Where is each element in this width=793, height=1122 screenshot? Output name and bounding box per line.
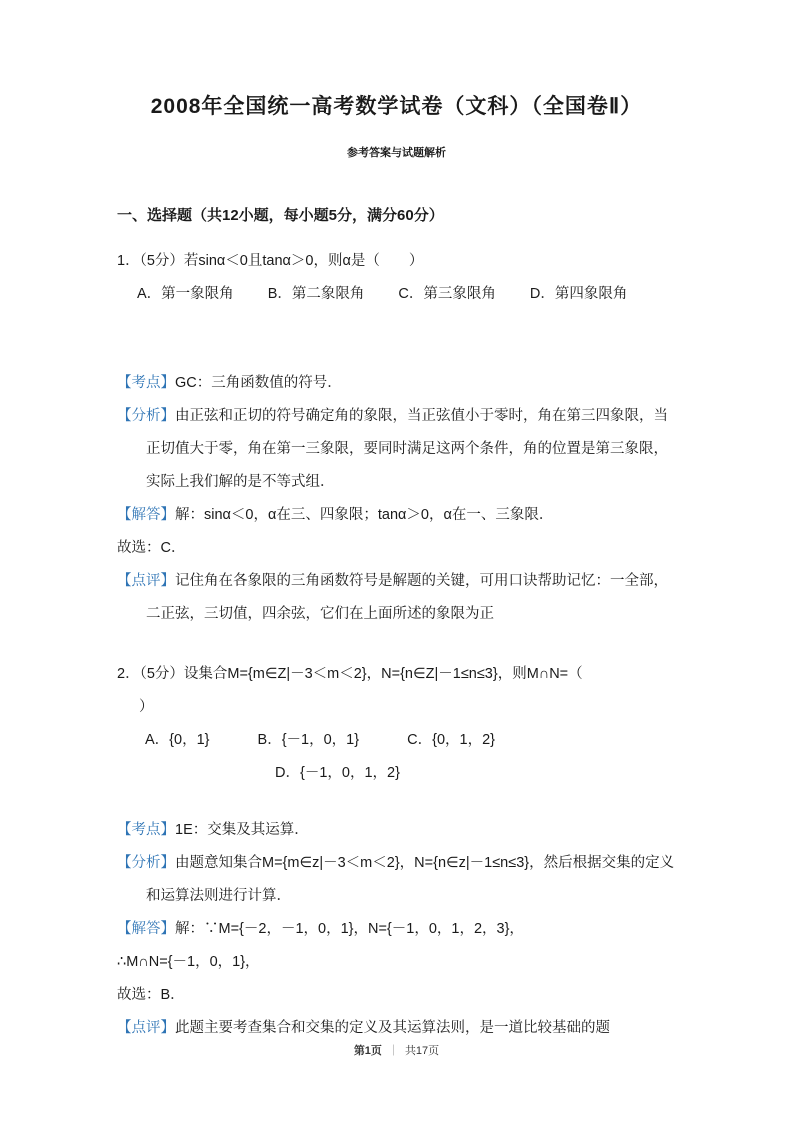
- fenxi-text: 由正弦和正切的符号确定角的象限，当正弦值小于零时，角在第三四象限，当正切值大于零，角在第一三象限，要同时满足这两个条件，角的位置是第三象限，实际上我们解的是不等式组．: [146, 408, 668, 490]
- kaodian-text: 1E：交集及其运算．: [175, 822, 309, 838]
- option-d: D．{－1，0，1，2}: [275, 765, 400, 781]
- jieda-block: [117, 499, 676, 532]
- option-c: C．第三象限角: [398, 286, 496, 302]
- fenxi-label: 【分析】: [117, 855, 175, 871]
- jieda-conclusion: 故选：C．: [117, 540, 186, 556]
- option-d: D．第四象限角: [529, 286, 628, 302]
- option-c: C．{0，1，2}: [407, 732, 495, 748]
- question-stem-continuation: ）: [139, 699, 154, 715]
- question-stem: 2．（5分）设集合M={m∈Z|－3＜m＜2}，N={n∈Z|－1≤n≤3}，则M∩N=（: [117, 666, 583, 682]
- dianping-text: 此题主要考查集合和交集的定义及其运算法则，是一道比较基础的题: [175, 1020, 610, 1036]
- dianping-text: 记住角在各象限的三角函数符号是解题的关键，可用口诀帮助记忆：一全部，二正弦，三切值，四余弦，它们在上面所述的象限为正: [146, 573, 668, 622]
- option-a: A．第一象限角: [137, 286, 234, 302]
- kaodian-block: [117, 367, 676, 400]
- option-b: B．第二象限角: [267, 286, 365, 302]
- option-b: B．{－1，0，1}: [257, 732, 360, 748]
- dianping-block: [117, 565, 676, 631]
- footer-separator: ｜: [387, 1045, 399, 1057]
- jieda-text: 解：sinα＜0，α在三、四象限；tanα＞0，α在一、三象限．: [175, 507, 554, 523]
- dianping-label: 【点评】: [117, 1020, 175, 1036]
- question-2: [117, 658, 676, 1045]
- jieda-label: 【解答】: [117, 507, 175, 523]
- question-stem: 1．（5分）若sinα＜0且tanα＞0，则α是（ ）: [117, 253, 424, 269]
- dianping-block: [117, 1012, 676, 1045]
- fenxi-block: [117, 847, 676, 913]
- question-1: [117, 245, 676, 631]
- paper-title: 2008年全国统一高考数学试卷（文科）（全国卷Ⅱ）: [150, 95, 643, 118]
- footer-page-number: 第1页: [353, 1045, 382, 1057]
- dianping-label: 【点评】: [117, 573, 175, 589]
- fenxi-block: [117, 400, 676, 499]
- jieda-label: 【解答】: [117, 921, 175, 937]
- page-footer: [0, 1042, 793, 1058]
- kaodian-text: GC：三角函数值的符号．: [175, 375, 342, 391]
- jieda-step2: ∴M∩N={－1，0，1}，: [117, 954, 260, 970]
- section-heading: 一、选择题（共12小题，每小题5分，满分60分）: [117, 207, 444, 224]
- kaodian-label: 【考点】: [117, 822, 175, 838]
- question-options-row1: [145, 724, 676, 757]
- jieda-conclusion: 故选：B．: [117, 987, 185, 1003]
- fenxi-text: 由题意知集合M={m∈z|－3＜m＜2}，N={n∈z|－1≤n≤3}，然后根据交集的定义和运算法则进行计算．: [146, 855, 675, 904]
- jieda-block: [117, 913, 676, 946]
- jieda-text: 解：∵M={－2，－1，0，1}，N={－1，0，1，2，3}，: [175, 921, 524, 937]
- paper-subtitle: 参考答案与试题解析: [347, 147, 446, 159]
- question-options: [137, 278, 676, 311]
- option-a: A．{0，1}: [145, 732, 210, 748]
- footer-total-pages: 共17页: [404, 1045, 440, 1057]
- kaodian-block: [117, 814, 676, 847]
- kaodian-label: 【考点】: [117, 375, 175, 391]
- question-options-row2: [275, 757, 676, 790]
- fenxi-label: 【分析】: [117, 408, 175, 424]
